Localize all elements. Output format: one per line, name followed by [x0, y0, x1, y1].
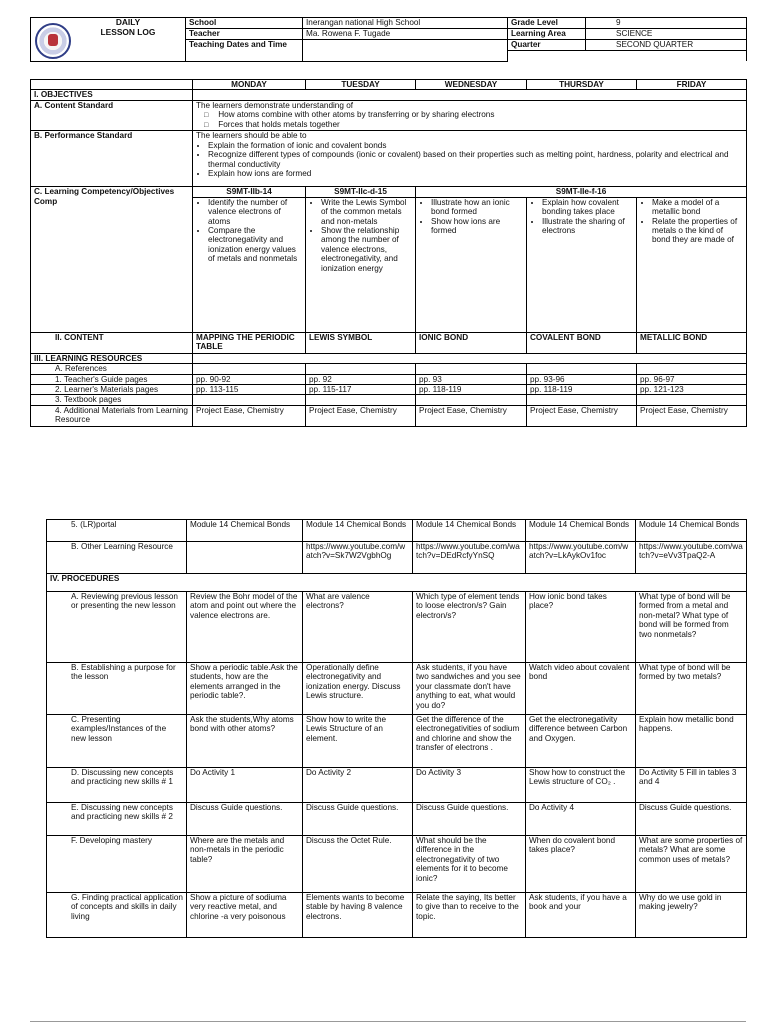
- day-wednesday: WEDNESDAY: [416, 80, 527, 90]
- header-title-cell: [31, 18, 186, 62]
- competency-item: • Write the Lewis Symbol of the common metals and non-metals: [321, 198, 412, 226]
- add-monday: Project Ease, Chemistry: [193, 405, 306, 426]
- lm-monday: pp. 113-115: [193, 385, 306, 395]
- proc-cell: Ask the students,Why atoms bond with other atoms?: [187, 715, 303, 768]
- add-friday: Project Ease, Chemistry: [637, 405, 747, 426]
- proc-cell: When do covalent bond takes place?: [526, 836, 636, 893]
- school-label: School: [186, 18, 303, 29]
- content-standard-intro: The learners demonstrate understanding of: [196, 100, 354, 110]
- proc-cell: Show how to write the Lewis Structure of an element.: [303, 715, 413, 768]
- proc-label: A. Reviewing previous lesson or presenting the new lesson: [47, 592, 187, 663]
- proc-label: F. Developing mastery: [47, 836, 187, 893]
- area-label: Learning Area: [508, 29, 586, 40]
- content-standard-label: A. Content Standard: [31, 100, 193, 131]
- competencies-label: C. Learning Competency/Objectives: [34, 187, 175, 197]
- main-table: [30, 79, 747, 427]
- proc-cell: Show a periodic table.Ask the students, how are the elements arranged in the periodic table?.: [187, 663, 303, 715]
- proc-cell: Discuss the Octet Rule.: [303, 836, 413, 893]
- competency-friday: [637, 197, 747, 332]
- content-friday: METALLIC BOND: [637, 332, 747, 353]
- proc-cell: How ionic bond takes place?: [526, 592, 636, 663]
- performance-standard-item: • Recognize different types of compounds (ionic or covalent) based on their properties such as melting point, hardness, polarity and electrical and thermal conductivity: [208, 150, 743, 169]
- page-footer-divider: [30, 1021, 746, 1022]
- proc-label: E. Discussing new concepts and practicing new skills # 2: [47, 803, 187, 836]
- proc-cell: What are valence electrons?: [303, 592, 413, 663]
- lm-label: 2. Learner's Materials pages: [31, 385, 193, 395]
- proc-label: B. Establishing a purpose for the lesson: [47, 663, 187, 715]
- code-tuesday: S9MT-IIc-d-15: [306, 187, 416, 197]
- competency-item: • Illustrate the sharing of electrons: [542, 217, 633, 236]
- title-line-1: DAILY: [115, 17, 141, 27]
- competencies-label-2: Comp: [34, 196, 58, 206]
- competency-item: • Relate the properties of metals o the kind of bond they are made of: [652, 217, 743, 245]
- proc-cell: What should be the difference in the electronegativity of two elements for it to become ionic?: [413, 836, 526, 893]
- tg-monday: pp. 90-92: [193, 374, 306, 384]
- proc-cell: Watch video about covalent bond: [526, 663, 636, 715]
- tg-wednesday: pp. 93: [416, 374, 527, 384]
- competency-item: • Explain how covalent bonding takes place: [542, 198, 633, 217]
- competency-item: • Compare the electronegativity and ionization energy values of metals and nonmetals: [208, 226, 302, 264]
- performance-standard-cell: [193, 131, 747, 187]
- content-wednesday: IONIC BOND: [416, 332, 527, 353]
- proc-cell: What type of bond will be formed by two metals?: [636, 663, 747, 715]
- tb-label: 3. Textbook pages: [31, 395, 193, 405]
- content-tuesday: LEWIS SYMBOL: [306, 332, 416, 353]
- performance-standard-item: • Explain the formation of ionic and covalent bonds: [208, 141, 743, 150]
- tg-friday: pp. 96-97: [637, 374, 747, 384]
- proc-cell: Which type of element tends to loose electron/s? Gain electron/s?: [413, 592, 526, 663]
- proc-cell: Show how to construct the Lewis structure of CO₂ .: [526, 768, 636, 803]
- proc-cell: Show a picture of sodiuma very reactive metal, and chlorine -a very poisonous: [187, 893, 303, 938]
- competency-item: • Make a model of a metallic bond: [652, 198, 743, 217]
- competency-item: • Identify the number of valence electrons of atoms: [208, 198, 302, 226]
- teacher-label: Teacher: [186, 29, 303, 40]
- code-monday: S9MT-IIb-14: [193, 187, 306, 197]
- add-thursday: Project Ease, Chemistry: [527, 405, 637, 426]
- day-monday: MONDAY: [193, 80, 306, 90]
- content-label: II. CONTENT: [31, 332, 193, 353]
- other-thursday[interactable]: https://www.youtube.com/watch?v=LkAykOv1foc: [526, 542, 636, 574]
- code-wed-fri: S9MT-IIe-f-16: [416, 187, 747, 197]
- proc-cell: Where are the metals and non-metals in the periodic table?: [187, 836, 303, 893]
- portal-tuesday: Module 14 Chemical Bonds: [303, 520, 413, 542]
- dates-label: Teaching Dates and Time: [186, 40, 303, 62]
- portal-wednesday: Module 14 Chemical Bonds: [413, 520, 526, 542]
- tg-label: 1. Teacher's Guide pages: [31, 374, 193, 384]
- add-label: 4. Additional Materials from Learning Resource: [31, 405, 193, 426]
- proc-cell: Do Activity 1: [187, 768, 303, 803]
- proc-cell: What type of bond will be formed from a metal and non-metal? What type of bond will be formed from two nonmetals?: [636, 592, 747, 663]
- tg-thursday: pp. 93-96: [527, 374, 637, 384]
- area-value: SCIENCE: [586, 29, 747, 40]
- lm-friday: pp. 121-123: [637, 385, 747, 395]
- day-friday: FRIDAY: [637, 80, 747, 90]
- day-tuesday: TUESDAY: [306, 80, 416, 90]
- content-standard-cell: [193, 100, 747, 131]
- proc-cell: Ask students, if you have two sandwiches and you see your classmate don't have anything to eat, what would you do?: [413, 663, 526, 715]
- proc-cell: Get the electronegativity difference between Carbon and Oxygen.: [526, 715, 636, 768]
- portal-monday: Module 14 Chemical Bonds: [187, 520, 303, 542]
- competency-thursday: [527, 197, 637, 332]
- competency-tuesday: [306, 197, 416, 332]
- tg-tuesday: pp. 92: [306, 374, 416, 384]
- competency-wednesday: [416, 197, 527, 332]
- content-thursday: COVALENT BOND: [527, 332, 637, 353]
- portal-thursday: Module 14 Chemical Bonds: [526, 520, 636, 542]
- proc-cell: Discuss Guide questions.: [303, 803, 413, 836]
- proc-cell: Discuss Guide questions.: [636, 803, 747, 836]
- proc-cell: Review the Bohr model of the atom and point out where the valence electrons are.: [187, 592, 303, 663]
- add-tuesday: Project Ease, Chemistry: [306, 405, 416, 426]
- add-wednesday: Project Ease, Chemistry: [416, 405, 527, 426]
- resources-label: III. LEARNING RESOURCES: [31, 353, 193, 363]
- lm-tuesday: pp. 115-117: [306, 385, 416, 395]
- content-standard-item: □ Forces that holds metals together: [204, 120, 743, 130]
- proc-label: C. Presenting examples/Instances of the new lesson: [47, 715, 187, 768]
- grade-value: 9: [586, 18, 747, 29]
- proc-cell: Explain how metallic bond happens.: [636, 715, 747, 768]
- day-thursday: THURSDAY: [527, 80, 637, 90]
- other-resource-label: B. Other Learning Resource: [47, 542, 187, 574]
- other-tuesday[interactable]: https://www.youtube.com/watch?v=Sk7W2VgbhOg: [303, 542, 413, 574]
- proc-cell: Ask students, if you have a book and your: [526, 893, 636, 938]
- competency-item: • Show how ions are formed: [431, 217, 523, 236]
- quarter-value: SECOND QUARTER: [586, 40, 747, 51]
- portal-friday: Module 14 Chemical Bonds: [636, 520, 747, 542]
- content-standard-item: □ How atoms combine with other atoms by transferring or by sharing electrons: [204, 110, 743, 120]
- competency-item: • Illustrate how an ionic bond formed: [431, 198, 523, 217]
- deped-seal-icon: [35, 19, 71, 59]
- procedures-heading: IV. PROCEDURES: [47, 574, 747, 592]
- competencies-label-cell: [31, 187, 193, 332]
- other-friday[interactable]: https://www.youtube.com/watch?v=eVv3TpaQ2-A: [636, 542, 747, 574]
- lm-thursday: pp. 118-119: [527, 385, 637, 395]
- procedures-table: [46, 519, 747, 938]
- performance-standard-intro: The learners should be able to: [196, 131, 307, 141]
- proc-cell: Operationally define electronegativity and ionization energy. Discuss Lewis structure.: [303, 663, 413, 715]
- proc-label: G. Finding practical application of concepts and skills in daily living: [47, 893, 187, 938]
- lm-wednesday: pp. 118-119: [416, 385, 527, 395]
- proc-cell: Get the difference of the electronegativities of sodium and chlorine and show the transfer of electrons .: [413, 715, 526, 768]
- teacher-value: Ma. Rowena F. Tugade: [303, 29, 508, 40]
- proc-cell: What are some properties of metals? What are some common uses of metals?: [636, 836, 747, 893]
- school-value: Inerangan national High School: [303, 18, 508, 29]
- header-table: [30, 17, 747, 62]
- proc-cell: Do Activity 2: [303, 768, 413, 803]
- performance-standard-item: • Explain how ions are formed: [208, 169, 743, 178]
- proc-cell: Relate the saying, Its better to give than to receive to the topic.: [413, 893, 526, 938]
- other-monday: [187, 542, 303, 574]
- proc-cell: Why do we use gold in making jewelry?: [636, 893, 747, 938]
- dates-value: [303, 40, 508, 62]
- references-label: A. References: [31, 364, 193, 374]
- other-wednesday[interactable]: https://www.youtube.com/watch?v=DEdRcfyYnSQ: [413, 542, 526, 574]
- proc-cell: Do Activity 3: [413, 768, 526, 803]
- proc-cell: Elements wants to become stable by having 8 valence electrons.: [303, 893, 413, 938]
- proc-cell: Do Activity 5 Fill in tables 3 and 4: [636, 768, 747, 803]
- objectives-heading: I. OBJECTIVES: [31, 90, 193, 100]
- grade-label: Grade Level: [508, 18, 586, 29]
- proc-cell: Do Activity 4: [526, 803, 636, 836]
- proc-label: D. Discussing new concepts and practicing new skills # 1: [47, 768, 187, 803]
- proc-cell: Discuss Guide questions.: [413, 803, 526, 836]
- title-line-2: LESSON LOG: [100, 26, 156, 37]
- performance-standard-label: B. Performance Standard: [31, 131, 193, 187]
- quarter-label: Quarter: [508, 40, 586, 51]
- portal-label: 5. (LR)portal: [47, 520, 187, 542]
- competency-monday: [193, 197, 306, 332]
- competency-item: • Show the relationship among the number of valence electrons, electronegativity, and ionization energy: [321, 226, 412, 273]
- content-monday: MAPPING THE PERIODIC TABLE: [193, 332, 306, 353]
- proc-cell: Discuss Guide questions.: [187, 803, 303, 836]
